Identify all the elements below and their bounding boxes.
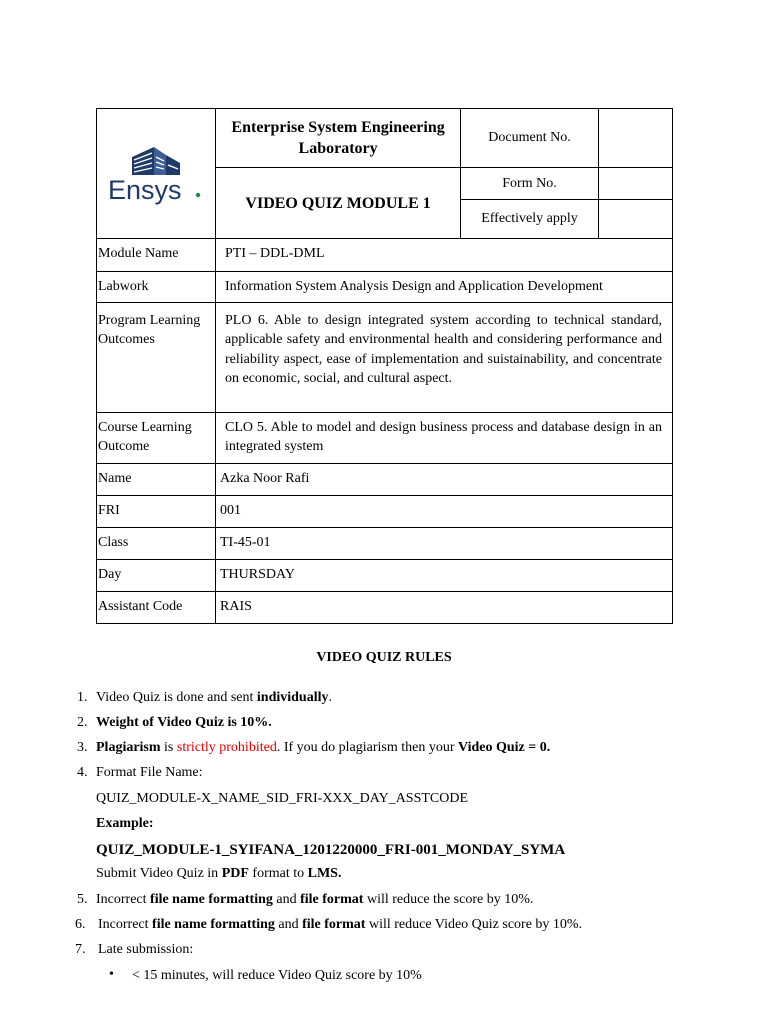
module-name-label: Module Name (97, 239, 216, 271)
table-row (97, 463, 673, 495)
rule-number: 7. (75, 942, 86, 957)
name-value: Azka Noor Rafi (216, 463, 673, 495)
day-value: THURSDAY (216, 559, 673, 591)
table-row (97, 591, 673, 623)
labwork-label: Labwork (97, 271, 216, 302)
rule-7-bullet: < 15 minutes, will reduce Video Quiz score by 10% (132, 968, 422, 983)
table-row (97, 527, 673, 559)
bullet-icon: • (109, 967, 114, 982)
rules-title: VIDEO QUIZ RULES (316, 650, 452, 665)
table-row (97, 302, 673, 412)
rule-5 (96, 892, 533, 908)
lab-title: Enterprise System Engineering Laboratory (215, 109, 461, 168)
rule-5-d: file format (300, 892, 364, 907)
rule-3-penalty: Video Quiz = 0. (458, 740, 551, 755)
assistant-code-label: Assistant Code (97, 591, 216, 623)
rule-5-a: Incorrect (96, 892, 151, 907)
submit-pdf: PDF (221, 866, 249, 881)
rule-3-warning: strictly prohibited (176, 740, 277, 755)
effectively-apply-label: Effectively apply (461, 200, 598, 239)
rule-7: Late submission: (98, 942, 194, 957)
rule-4-submit (96, 866, 341, 882)
module-title: VIDEO QUIZ MODULE 1 (215, 168, 461, 239)
form-no-label: Form No. (461, 168, 598, 200)
plo-value: PLO 6. Able to design integrated system according to technical standard, applicable safety and environmental health and considering performance and reliability aspect, ease of implementation and suistainability, and concentrate on economic, social, and cultural aspect. (216, 302, 673, 412)
logo-text: Ensys (107, 175, 182, 205)
ensys-logo (106, 133, 206, 209)
fri-label: FRI (97, 495, 216, 527)
rule-1-end: . (328, 690, 332, 705)
header-table (96, 108, 673, 239)
rule-6-a: Incorrect (98, 917, 153, 932)
plo-label: Program Learning Outcomes (97, 302, 216, 412)
rule-6-c: and (274, 917, 303, 932)
rule-4-format: QUIZ_MODULE-X_NAME_SID_FRI-XXX_DAY_ASSTCODE (96, 791, 469, 806)
day-label: Day (97, 559, 216, 591)
rule-6-d: file format (302, 917, 366, 932)
assistant-code-value: RAIS (216, 591, 673, 623)
table-row (97, 559, 673, 591)
rule-1-emphasis: individually (256, 690, 329, 705)
rule-number: 2. (77, 715, 88, 730)
name-label: Name (97, 463, 216, 495)
rule-1-text: Video Quiz is done and sent (96, 690, 257, 705)
table-row (97, 495, 673, 527)
rule-3-text: . If you do plagiarism then your (276, 740, 459, 755)
labwork-value: Information System Analysis Design and Application Development (216, 271, 673, 302)
submit-to: format to (248, 866, 308, 881)
submit-text: Submit Video Quiz in (96, 866, 222, 881)
fri-value: 001 (216, 495, 673, 527)
rule-number: 4. (77, 765, 88, 780)
rule-3 (96, 740, 550, 756)
info-table (96, 239, 673, 624)
rule-6-b: file name formatting (152, 917, 275, 932)
rule-3-is: is (160, 740, 177, 755)
rule-3-plagiarism: Plagiarism (96, 740, 161, 755)
module-name-value: PTI – DDL-DML (216, 239, 673, 271)
rule-number: 1. (77, 690, 88, 705)
rule-1 (96, 690, 332, 706)
table-row (97, 239, 673, 271)
form-no-value (598, 168, 672, 200)
rule-number: 3. (77, 740, 88, 755)
table-row (97, 412, 673, 463)
rule-4-example: QUIZ_MODULE-1_SYIFANA_1201220000_FRI-001_MONDAY_SYMA (96, 842, 566, 858)
rule-6 (98, 917, 582, 933)
rule-number: 5. (77, 892, 88, 907)
logo-cell (97, 109, 216, 239)
effectively-apply-value (598, 200, 672, 239)
rule-2-text: Weight of Video Quiz is 10%. (96, 715, 272, 730)
clo-label: Course Learning Outcome (97, 412, 216, 463)
clo-value: CLO 5. Able to model and design business process and database design in an integrated system (216, 412, 673, 463)
rule-4-example-label: Example: (96, 816, 154, 831)
table-row (97, 271, 673, 302)
class-value: TI-45-01 (216, 527, 673, 559)
submit-lms: LMS. (307, 866, 342, 881)
class-label: Class (97, 527, 216, 559)
rule-5-c: and (272, 892, 301, 907)
rule-5-b: file name formatting (150, 892, 273, 907)
rule-number: 6. (75, 917, 86, 932)
rule-5-e: will reduce the score by 10%. (363, 892, 534, 907)
rule-6-e: will reduce Video Quiz score by 10%. (365, 917, 583, 932)
document-no-label: Document No. (461, 109, 598, 168)
rule-2 (96, 715, 272, 731)
document-no-value (598, 109, 672, 168)
rule-4: Format File Name: (96, 765, 203, 780)
